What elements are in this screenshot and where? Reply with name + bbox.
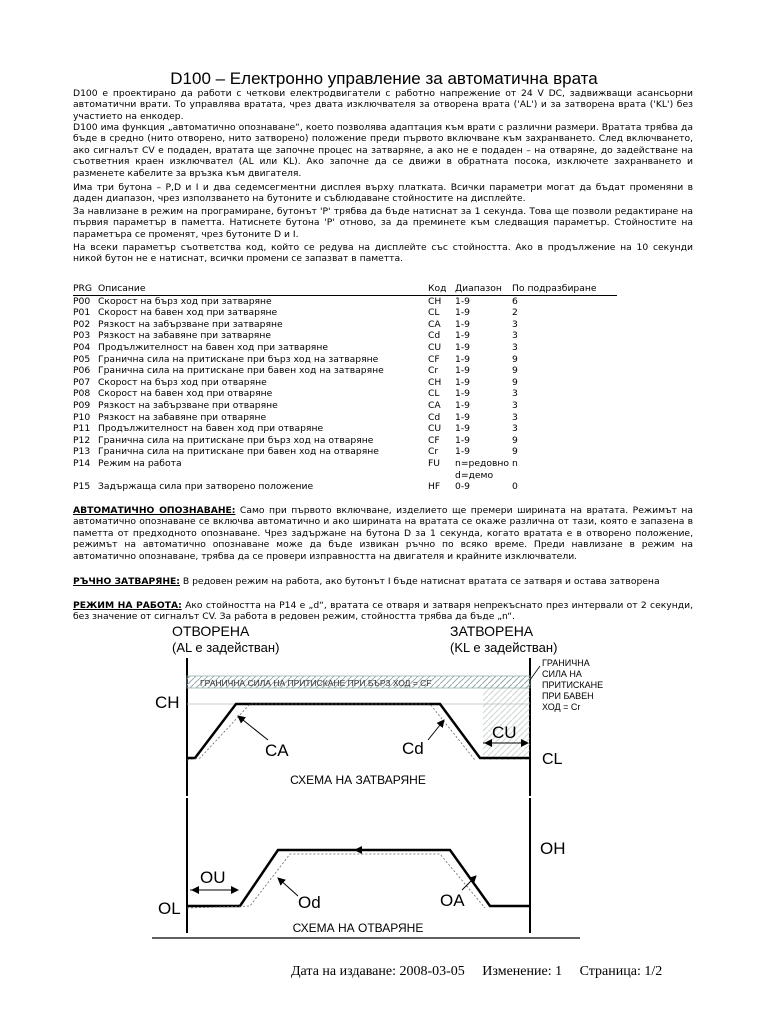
- cell-range: n=редовно d=демо: [455, 457, 510, 481]
- header-description: Описание: [98, 283, 428, 295]
- cell-code: Cd: [428, 411, 441, 423]
- slow-force-band: [483, 676, 530, 760]
- cell-default: 3: [512, 388, 518, 400]
- table-row: [73, 330, 617, 342]
- cell-range: 1-9: [455, 341, 471, 353]
- cell-description: Задържаща сила при затворено положение: [98, 481, 314, 493]
- open-label: ОТВОРЕНА: [172, 623, 250, 639]
- table-row: [73, 388, 617, 400]
- force-band-label: ГРАНИЧНА СИЛА НА ПРИТИСКАНЕ ПРИ БЪРЗ ХОД = CF: [200, 678, 432, 688]
- table-header-row: [73, 283, 617, 295]
- cell-default: 9: [512, 376, 518, 388]
- cell-description: Гранична сила на притискане при бърз ход на отваряне: [98, 434, 374, 446]
- cell-description: Продължителност на бавен ход при затваряне: [98, 341, 328, 353]
- intro-paragraph-4: За навлизане в режим на програмиране, бутонът 'P' трябва да бъде натиснат за 1 секунда. Това ще позволи редактиране на първия параметър в паметта. Натиснете бутона 'P' отново, за да преминете към следващия параметър. Стойностите на параметъра се променят, чрез бутоните D и I.: [73, 206, 693, 240]
- manual-close-text: В редовен режим на работа, ако бутонът I бъде натиснат вратата се затваря и остава затворена: [179, 576, 660, 587]
- cell-default: 3: [512, 318, 518, 330]
- table-row: [73, 446, 617, 458]
- cell-description: Гранична сила на притискане при бърз ход на затваряне: [98, 353, 379, 365]
- manual-close-section: [73, 576, 693, 587]
- cell-description: Рязкост на забавяне при затваряне: [98, 330, 271, 342]
- ch-label: CH: [155, 693, 180, 712]
- od-label: Od: [298, 893, 321, 912]
- cell-range: 1-9: [455, 295, 471, 307]
- issue-date: Дата на издаване: 2008-03-05: [291, 964, 465, 979]
- cell-prg: P04: [73, 341, 91, 353]
- work-mode-text: Ако стойността на P14 е „d“, вратата се отваря и затваря непрекъснато през интервали от 2 секунди, без значение от сигналът CV. За работа в редовен режим, стойността трябва да бъде „n“.: [73, 600, 693, 623]
- cell-prg: P08: [73, 388, 91, 400]
- cell-range: 1-9: [455, 388, 471, 400]
- cell-range: 1-9: [455, 353, 471, 365]
- svg-text:ПРИТИСКАНЕ: ПРИТИСКАНЕ: [542, 680, 604, 690]
- cell-prg: P10: [73, 411, 91, 423]
- auto-learn-text: Само при първото включване, изделието ще премери ширината на вратата. Режимът на автоматично опознаване се включва автоматично и ако ширината на вратата се окаже различна от тази, която е запазена в паметта от предходното опознаване. Чрез задържане на бутона D за 1 секунда, когато вратата е в отворено положение, режимът на автоматично опознаване може да бъде извикан ръчно по всяко време. Преди навлизане в режим на автоматично опознаване, трябва да се провери изправността на двигателя и крайните изключватели.: [73, 505, 693, 562]
- cell-prg: P01: [73, 307, 91, 319]
- cell-description: Скорост на бърз ход при отваряне: [98, 376, 267, 388]
- cell-code: CA: [428, 399, 441, 411]
- cell-prg: P05: [73, 353, 91, 365]
- cell-description: Скорост на бърз ход при затваряне: [98, 295, 272, 307]
- cell-code: CL: [428, 388, 440, 400]
- cell-default: 3: [512, 399, 518, 411]
- cell-default: 3: [512, 411, 518, 423]
- cell-description: Рязкост на забързване при затваряне: [98, 318, 283, 330]
- cl-label: CL: [542, 751, 563, 768]
- speed-diagram: [140, 618, 610, 948]
- cell-default: 9: [512, 353, 518, 365]
- close-profile: [187, 704, 530, 758]
- header-prg: PRG: [73, 283, 98, 295]
- closed-sub: (KL е задействан): [450, 640, 558, 655]
- ou-label: OU: [200, 868, 226, 887]
- open-sub: (AL е задействан): [172, 640, 280, 655]
- header-default: По подразбиране: [512, 283, 617, 295]
- table-row: [73, 377, 617, 389]
- table-row: [73, 412, 617, 424]
- cell-range: 1-9: [455, 307, 471, 319]
- cell-code: CU: [428, 423, 442, 435]
- cell-range: 1-9: [455, 330, 471, 342]
- cell-range: 1-9: [455, 376, 471, 388]
- manual-close-heading: РЪЧНО ЗАТВАРЯНЕ:: [73, 576, 180, 587]
- table-row: [73, 458, 617, 481]
- cell-prg: P11: [73, 423, 91, 435]
- open-caption: СХЕМА НА ОТВАРЯНЕ: [292, 921, 424, 935]
- parameter-table: [73, 283, 617, 493]
- cell-code: CF: [428, 434, 440, 446]
- cell-code: CL: [428, 307, 440, 319]
- cell-prg: P09: [73, 399, 91, 411]
- cell-prg: P00: [73, 295, 91, 307]
- auto-learn-heading: АВТОМАТИЧНО ОПОЗНАВАНЕ:: [73, 505, 236, 516]
- cell-code: CH: [428, 376, 442, 388]
- cell-default: 3: [512, 330, 518, 342]
- slow-force-pointer: [530, 666, 540, 680]
- cell-default: 9: [512, 434, 518, 446]
- intro-paragraph-1: D100 е проектирано да работи с четкови електродвигатели с работно напрежение от 24 V DC, задвижващи асансьорни автоматични врати. То управлява вратата, чрез двата изключвателя за отворена врата ('AL') и за затворена врата ('KL') без участието на енкодер.: [73, 88, 693, 122]
- cell-default: n: [512, 457, 518, 469]
- slow-force-label: [542, 658, 603, 712]
- cell-default: 9: [512, 446, 518, 458]
- cell-code: FU: [428, 457, 441, 469]
- intro-paragraph-2: D100 има функция „автоматично опознаване“, което позволява адаптация към врати с различни размери. Вратата трябва да бъде в средно (нито отворено, нито затворено) положение преди първото включване към захранването. След включването, ако сигналът CV е подаден, вратата ще започне процес на затваряне, а ако не е подаден – на отваряне, до задействане на съответния краен изключвател (AL или KL). Ако започне да се движи в обратната посока, изключете захранването и разменете кабелите за връзка към двигателя.: [73, 122, 693, 179]
- cell-range: 1-9: [455, 434, 471, 446]
- cell-prg: P13: [73, 446, 91, 458]
- cell-range: 1-9: [455, 318, 471, 330]
- cell-default: 2: [512, 307, 518, 319]
- cell-description: Продължителност на бавен ход при отваряне: [98, 423, 324, 435]
- cell-range: 1-9: [455, 399, 471, 411]
- svg-text:ПРИ БАВЕН: ПРИ БАВЕН: [542, 691, 594, 701]
- intro-paragraph-3: Има три бутона – P,D и I и два седемсегментни дисплея върху платката. Всички параметри могат да бъдат променяни в даден диапазон, чрез използването на бутоните и съблюдаване стойностите на дисплейте.: [73, 182, 693, 205]
- ol-label: OL: [158, 899, 181, 918]
- cell-default: 0: [512, 481, 518, 493]
- cell-prg: P07: [73, 376, 91, 388]
- table-row: [73, 365, 617, 377]
- cell-description: Рязкост на забързване при отваряне: [98, 399, 278, 411]
- cell-prg: P06: [73, 365, 91, 377]
- closed-label: ЗАТВОРЕНА: [450, 623, 534, 639]
- cell-range: 1-9: [455, 411, 471, 423]
- svg-text:ХОД = Cr: ХОД = Cr: [542, 702, 581, 712]
- cu-label: CU: [492, 723, 517, 742]
- cell-prg: P15: [73, 481, 91, 493]
- cell-range: 1-9: [455, 365, 471, 377]
- cell-code: CA: [428, 318, 441, 330]
- cell-description: Гранична сила на притискане при бавен ход на отваряне: [98, 446, 379, 458]
- cell-default: 3: [512, 423, 518, 435]
- cd-label: Cd: [402, 739, 424, 758]
- table-row: [73, 354, 617, 366]
- cell-description: Режим на работа: [98, 457, 182, 469]
- work-mode-heading: РЕЖИМ НА РАБОТА:: [73, 600, 182, 611]
- cell-prg: P12: [73, 434, 91, 446]
- svg-text:ГРАНИЧНА: ГРАНИЧНА: [542, 658, 590, 668]
- table-row: [73, 400, 617, 412]
- header-range: Диапазон: [455, 283, 512, 295]
- cell-default: 6: [512, 295, 518, 307]
- cell-description: Скорост на бавен ход при затваряне: [98, 307, 278, 319]
- table-row: [73, 319, 617, 331]
- cell-code: CH: [428, 295, 442, 307]
- cell-code: Cd: [428, 330, 441, 342]
- table-row: [73, 435, 617, 447]
- table-row: [73, 423, 617, 435]
- open-profile: [187, 850, 530, 906]
- cell-code: HF: [428, 481, 441, 493]
- table-row: [73, 481, 617, 493]
- cell-prg: P02: [73, 318, 91, 330]
- table-row: [73, 295, 617, 307]
- close-caption: СХЕМА НА ЗАТВАРЯНЕ: [290, 773, 426, 787]
- cell-description: Скорост на бавен ход при отваряне: [98, 388, 273, 400]
- cell-code: CF: [428, 353, 440, 365]
- cell-prg: P03: [73, 330, 91, 342]
- table-row: [73, 307, 617, 319]
- auto-learn-section: [73, 505, 693, 562]
- page-number: Страница: 1/2: [579, 964, 663, 979]
- cell-code: Cr: [428, 365, 439, 377]
- intro-paragraph-5: На всеки параметър съответства код, който се редува на дисплейте със стойността. Ако в продължение на 10 секунди никой бутон не е натиснат, всички промени се запазват в паметта.: [73, 242, 693, 265]
- ca-label: CA: [265, 741, 289, 760]
- table-row: [73, 342, 617, 354]
- cell-default: 9: [512, 365, 518, 377]
- cell-code: Cr: [428, 446, 439, 458]
- cell-prg: P14: [73, 457, 91, 469]
- oh-label: OH: [540, 839, 566, 858]
- cell-range: 1-9: [455, 423, 471, 435]
- cell-range: 1-9: [455, 446, 471, 458]
- oa-label: OA: [440, 891, 465, 910]
- cell-description: Гранична сила на притискане при бавен ход на затваряне: [98, 365, 384, 377]
- footer: [291, 964, 676, 980]
- cell-code: CU: [428, 341, 442, 353]
- cell-range: 0-9: [455, 481, 471, 493]
- document-title: D100 – Електронно управление за автоматична врата: [170, 69, 598, 88]
- revision: Изменение: 1: [482, 964, 563, 979]
- cell-description: Рязкост на забавяне при отваряне: [98, 411, 267, 423]
- cell-default: 3: [512, 341, 518, 353]
- svg-text:СИЛА НА: СИЛА НА: [542, 669, 582, 679]
- header-code: Код: [428, 283, 455, 295]
